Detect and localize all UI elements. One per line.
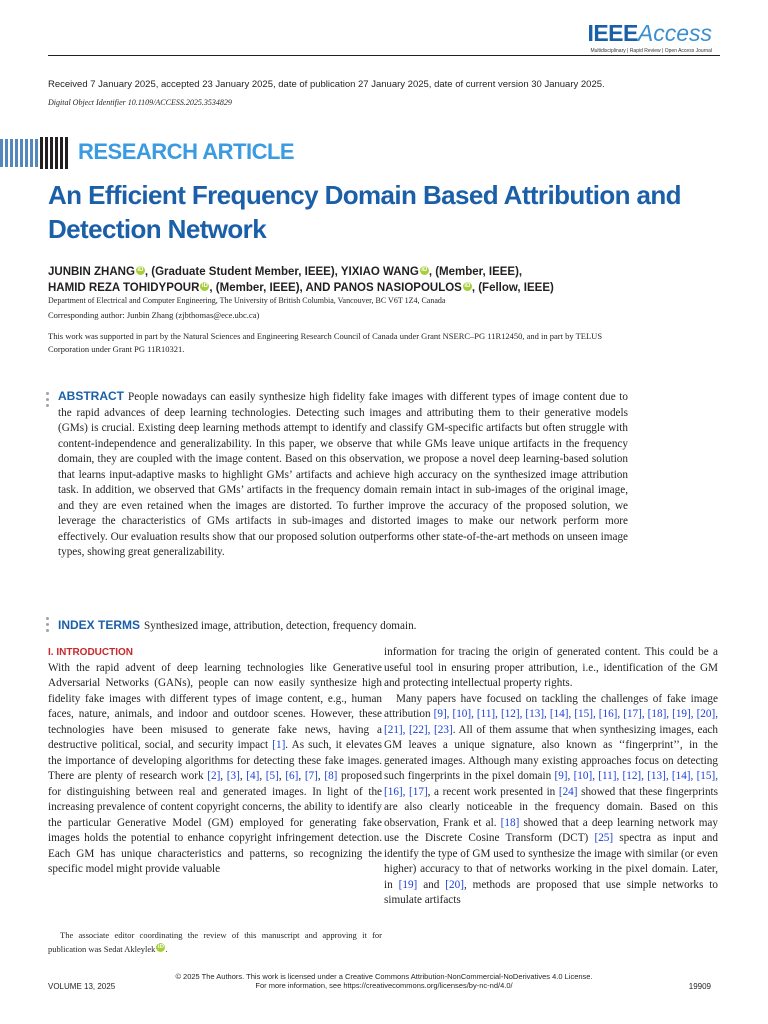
citation-link[interactable]: [9], [10], [11], [12], [13], [14], [15], [16], [17], [18], [19], [20], [21], [22], [23] bbox=[384, 708, 718, 736]
banner-bar-pattern bbox=[40, 137, 70, 169]
paper-title: An Efficient Frequency Domain Based Attribution and Detection Network bbox=[48, 180, 681, 244]
author-role: , (Graduate Student Member, IEEE), bbox=[144, 266, 341, 278]
orcid-icon[interactable]: iD bbox=[464, 283, 471, 289]
doi: Digital Object Identifier 10.1109/ACCESS.2025.3534829 bbox=[48, 98, 232, 107]
editor-footnote: The associate editor coordinating the review of this manuscript and approving it for publication was Sedat Akleylek iD . bbox=[48, 930, 382, 954]
author-name: HAMID REZA TOHIDYPOUR bbox=[48, 282, 200, 294]
logo-brand-suffix: Access bbox=[637, 20, 712, 46]
citation-link[interactable]: [8] bbox=[324, 770, 338, 782]
citation-link[interactable]: [1] bbox=[272, 739, 286, 751]
received-dates: Received 7 January 2025, accepted 23 January 2025, date of publication 27 January 2025, date of current version 30 January 2025. bbox=[48, 79, 605, 90]
license-link[interactable]: For more information, see https://creativecommons.org/licenses/by-nc-nd/4.0/ bbox=[255, 981, 513, 990]
orcid-icon[interactable]: iD bbox=[421, 267, 428, 273]
author-name: JUNBIN ZHANG bbox=[48, 266, 135, 278]
author-role: , (Member, IEEE), bbox=[428, 266, 523, 278]
abstract-text: People nowadays can easily synthesize high fidelity fake images with different types of image content due to the rapid advances of deep learning technologies. Detecting such images and attributing them to their generative models (GMs) is crucial. Existing deep learning methods attempt to identify and classify GM-specific artifacts but often struggle with content-independence and generalizability. In this paper, we observe that while GMs leave unique artifacts in the frequency domain, they are coupled with the image content. Based on this observation, we propose a novel deep learning-based solution that learns input-adaptive masks to highlight GMs’ artifacts and achieve high accuracy on the synthesized image attribution task. In addition, we observed that GMs’ artifacts in the frequency domain remain intact in sub-images of the original image, and they are even retained when the images are distorted. To further improve the accuracy of the proposed solution, we leverage the characteristics of GMs artifacts in sub-images and distorted images to make our network perform more effectively. Our evaluation results show that our proposed solution outperforms other state-of-the-art methods on unseen image types, showing great generalizability. bbox=[58, 391, 628, 558]
corresponding-author: Corresponding author: Junbin Zhang (zjbthomas@ece.ubc.ca) bbox=[48, 310, 260, 320]
citation-link[interactable]: [20] bbox=[445, 878, 464, 891]
index-terms-dots-icon bbox=[46, 617, 49, 635]
index-terms-text: Synthesized image, attribution, detection, frequency domain. bbox=[144, 620, 417, 632]
left-column bbox=[48, 645, 382, 878]
abstract-label: ABSTRACT bbox=[58, 389, 124, 403]
article-type-label: RESEARCH ARTICLE bbox=[78, 139, 295, 164]
author-name: YIXIAO WANG bbox=[340, 266, 419, 278]
orcid-icon[interactable]: iD bbox=[157, 944, 164, 950]
intro-paragraph-1-continued: information for tracing the origin of generated content. This could be a useful tool in ensuring proper attribution, i.e., identification of the GM and protecting intellectual property rights. bbox=[384, 646, 718, 689]
intro-paragraph-2: Many papers have focused on tackling the challenges of fake image attribution [9], [10], [11], [12], [13], [14], [15], [16], [17], [18], [19], [20], [21], [22], [23]. All of them assume that when synthesizing images, each GM leaves a unique signature, also known as ‘‘fingerprint’’, in the generated images. Although many existing approaches focus on detecting such fingerprints in the pixel domain [9], [10], [11], [12], [13], [14], [15], [16], [17], a recent work presented in [24] showed that these fingerprints are also clearly noticeable in the frequency domain. Based on this observation, Frank et al. [18] showed that a deep learning network may use the Discrete Cosine Transform (DCT) [25] spectra as input and identify the type of GM used to synthesize the image with similar (or even higher) accuracy to that of networks working in the pixel domain. Later, in [19] and [20], methods are proposed that use simple networks to simulate artifacts bbox=[384, 692, 718, 906]
right-column bbox=[384, 645, 718, 909]
license-notice bbox=[0, 972, 768, 990]
citation-link[interactable]: [24] bbox=[558, 785, 578, 798]
citation-link[interactable]: [5] bbox=[265, 770, 279, 782]
intro-paragraph-1: With the rapid advent of deep learning technologies like Generative Adversarial Networks (GANs), people can now easily synthesize high fidelity fake images with different types of image content, e.g., human faces, nature, animals, and indoor and outdoor scenes. However, these technologies have been misused to generate fake news, having a destructive political, social, and security impact [1]. As such, it elevates the importance of developing algorithms for detecting these fake images. There are plenty of research work [2], [3], [4], [5], [6], [7], [8] proposed for distinguishing between real and generated images. In light of the increasing prevalence of content copyright concerns, the ability to identify the particular Generative Model (GM) employed for generating fake images holds the potential to enhance copyright infringement detection. Each GM has unique characteristics and patterns, so recognizing the specific model might provide valuable bbox=[48, 661, 383, 875]
abstract bbox=[58, 389, 628, 561]
citation-link[interactable]: [25] bbox=[594, 832, 614, 844]
header-rule bbox=[48, 55, 720, 56]
affiliation: Department of Electrical and Computer Engineering, The University of British Columbia, Vancouver, BC V6T 1Z4, Canada bbox=[48, 296, 446, 305]
abstract-dots-icon bbox=[46, 392, 49, 410]
logo-brand: IEEE bbox=[587, 20, 638, 46]
author-list bbox=[48, 264, 728, 296]
author-role: , (Fellow, IEEE) bbox=[471, 282, 554, 294]
author-name: PANOS NASIOPOULOS bbox=[333, 282, 462, 294]
citation-link[interactable]: [4] bbox=[246, 770, 260, 782]
article-type-banner bbox=[0, 135, 295, 171]
citation-link[interactable]: [18] bbox=[500, 816, 520, 829]
index-terms-label: INDEX TERMS bbox=[58, 618, 141, 632]
citation-link[interactable]: [19] bbox=[398, 878, 418, 891]
volume-label: VOLUME 13, 2025 bbox=[48, 982, 116, 991]
citation-link[interactable]: [3] bbox=[226, 770, 240, 782]
journal-logo bbox=[587, 20, 712, 54]
citation-link[interactable]: [9], [10], [11], [12], [13], [14], [15], [16], [17] bbox=[384, 770, 718, 798]
citation-link[interactable]: [7] bbox=[304, 770, 318, 782]
citation-link[interactable]: [6] bbox=[285, 770, 299, 782]
author-role: , (Member, IEEE), AND bbox=[209, 282, 334, 294]
license-line: © 2025 The Authors. This work is licensed under a Creative Commons Attribution-NonCommercial-NoDerivatives 4.0 License. bbox=[175, 972, 593, 981]
orcid-icon[interactable]: iD bbox=[137, 267, 144, 273]
index-terms bbox=[58, 618, 628, 634]
section-heading: I. INTRODUCTION bbox=[48, 647, 133, 658]
citation-link[interactable]: [2] bbox=[207, 770, 221, 782]
page-number: 19909 bbox=[688, 982, 711, 991]
logo-tagline: Multidisciplinary | Rapid Review | Open Access Journal bbox=[590, 48, 712, 54]
banner-dot-pattern bbox=[0, 139, 40, 167]
funding-statement: This work was supported in part by the Natural Sciences and Engineering Research Council of Canada under Grant NSERC–PG 11R12450, and in part by TELUS Corporation under Grant PG 11R10321. bbox=[48, 331, 603, 354]
orcid-icon[interactable]: iD bbox=[201, 283, 208, 289]
